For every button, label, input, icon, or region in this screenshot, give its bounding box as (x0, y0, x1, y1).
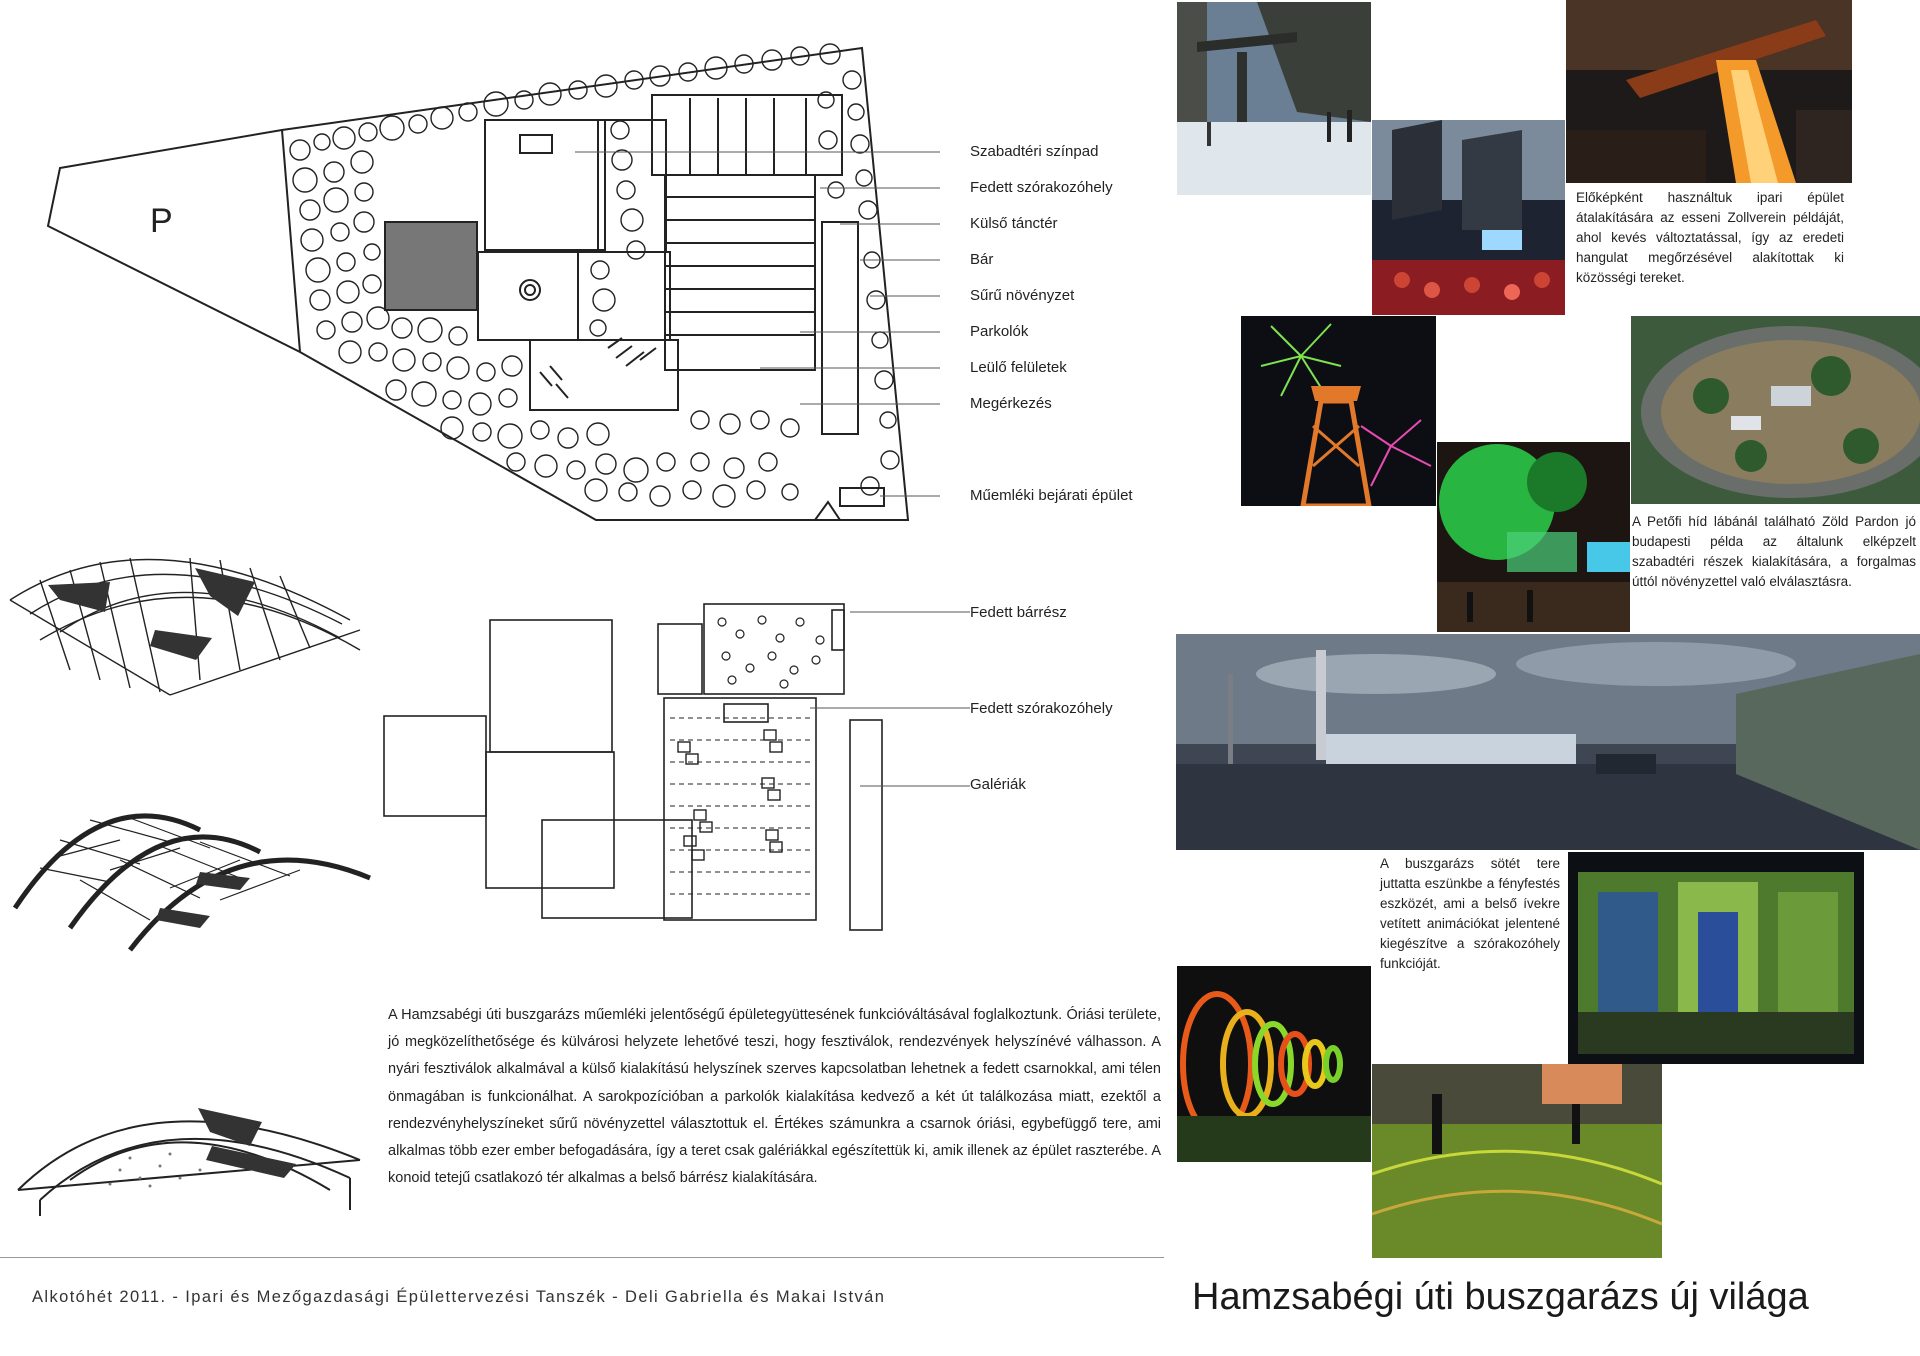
label-heritage-entrance: Műemléki bejárati épület (970, 487, 1133, 504)
caption-light-painting: A buszgarázs sötét tere juttatta eszünkbe a fényfestés eszközét, ami a belső ívekre vetített animációkat jelentené kiegészítve a szórakozóhely funkcióját. (1380, 856, 1560, 971)
photo-light-rings (1177, 966, 1371, 1162)
label-bar: Bár (970, 251, 994, 268)
roof-sketch-1 (0, 520, 380, 710)
floor-plan (380, 560, 980, 940)
footer-divider (0, 1257, 1164, 1258)
parking-letter: P (150, 202, 173, 240)
photo-zold-pardon-night (1437, 442, 1630, 632)
label-seating-surfaces: Leülő felületek (970, 359, 1067, 376)
label-covered-venue: Fedett szórakozóhely (970, 179, 1113, 196)
label-dense-vegetation: Sűrű növényzet (970, 287, 1075, 304)
footer-credits: Alkotóhét 2011. - Ipari és Mezőgazdasági Épülettervezési Tanszék - Deli Gabriella és Makai István (32, 1288, 886, 1306)
label-arrival: Megérkezés (970, 395, 1052, 412)
label-covered-venue-floor: Fedett szórakozóhely (970, 700, 1113, 717)
site-plan (0, 0, 940, 540)
project-description: A Hamzsabégi úti buszgarázs műemléki jelentőségű épületegyüttesének funkcióváltásával foglalkoztunk. Óriási területe, jó megközelíthetősége és külvárosi helyzete lehetővé teszi, hogy fesztiválok, rendezvények helyszínévé válhasson. A nyári fesztiválok alkalmával a külső kialakítású helyszínek szerves kapcsolatban lehetnek a fedett csarnokkal, ami télen önmagában is funkcionálhat. A sarokpozícióban a parkolók kialakítása kedvező a két út találkozása miatt, ezektől a rendezvényhelyszíneket sűrű növényzettel választottuk el. Értékes számunkra a csarnok óriási, egybefüggő tere, ami alkalmas több ezer ember befogadására, így a teret csak galériákkal egészítettük ki, amik illenek az épület raszterébe. A konoid tetejű csatlakozó tér alkalmas a belső bárrész kialakítására. (388, 1007, 1161, 1187)
label-galleries: Galériák (970, 776, 1026, 793)
photo-zold-pardon-aerial (1631, 316, 1920, 504)
caption-zollverein: Előképként használtuk ipari épület átalakítására az esseni Zollverein példáját, ahol kevés változtatással, így az eredeti hangulat megőrzésével alakítottak ki közösségi tereket. (1576, 190, 1844, 285)
photo-zollverein-concert (1372, 120, 1565, 315)
label-open-air-stage: Szabadtéri színpad (970, 143, 1099, 160)
photo-fireworks-tower (1241, 316, 1436, 506)
label-covered-bar-area: Fedett bárrész (970, 604, 1067, 621)
photo-projected-floor (1372, 1064, 1662, 1258)
roof-sketch-2 (0, 760, 380, 960)
photo-light-projection-building (1568, 852, 1864, 1064)
photo-bus-garage-panorama (1176, 634, 1920, 850)
label-parking: Parkolók (970, 323, 1029, 340)
caption-zold-pardon: A Petőfi híd lábánál található Zöld Pardon jó budapesti példa az általunk elképzelt szabadtéri részek kialakítására, a forgalmas úttól növényzettel való elválasztásra. (1632, 514, 1916, 589)
photo-zollverein-skating (1177, 2, 1371, 195)
label-outdoor-dancefloor: Külső tánctér (970, 215, 1058, 232)
poster-title: Hamzsabégi úti buszgarázs új világa (1192, 1276, 1809, 1318)
roof-sketch-3 (0, 1050, 380, 1220)
photo-zollverein-escalator (1566, 0, 1852, 183)
